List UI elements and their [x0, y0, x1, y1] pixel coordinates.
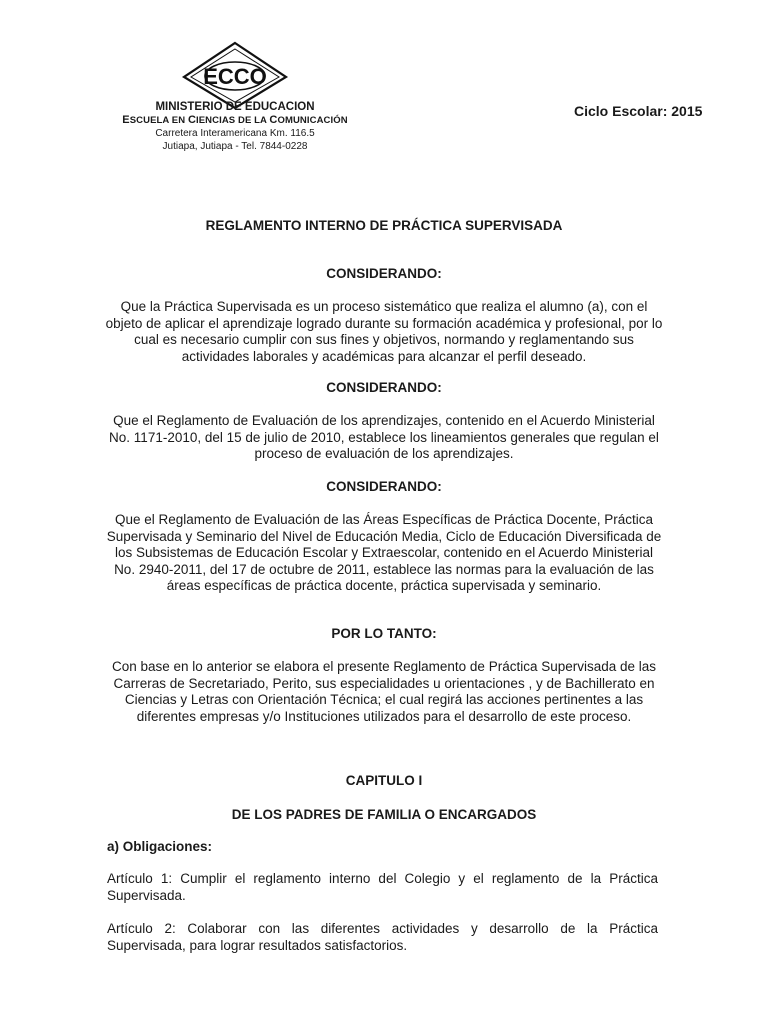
institution-block [100, 101, 370, 153]
section-text: Con base en lo anterior se elabora el presente Reglamento de Práctica Supervisada de las Carreras de Secretariado, Perito, sus especialidades u orientaciones , y de Bachillerato en Ciencias y Letras con Orientación Técnica; el cual regirá las acciones pertinentes a las diferentes empresas y/o Instituciones utilizados para el desarrollo de este proceso. [111, 659, 657, 724]
article-2-line-1: Artículo 2: Colaborar con las diferentes actividades y desarrollo de la Práctica [107, 921, 658, 936]
section-heading: CONSIDERANDO: [326, 266, 442, 281]
section-heading: CONSIDERANDO: [326, 380, 442, 395]
chapter-number: CAPITULO I [345, 773, 423, 788]
article-2-line-2: Supervisada, para lograr resultados satisfactorios. [107, 937, 408, 953]
article-2 [107, 921, 658, 954]
ministry-name: MINISTERIO DE EDUCACION [155, 101, 315, 113]
document-title: REGLAMENTO INTERNO DE PRÁCTICA SUPERVISADA [205, 218, 563, 233]
section-heading: CONSIDERANDO: [326, 479, 442, 494]
section-text: Que el Reglamento de Evaluación de los aprendizajes, contenido en el Acuerdo Ministerial No. 1171-2010, del 15 de julio de 2010, establece los lineamientos generales que regulan el proceso de evaluación de los aprendizajes. [109, 413, 659, 462]
section-heading: POR LO TANTO: [331, 626, 437, 641]
chapter-title: DE LOS PADRES DE FAMILIA O ENCARGADOS [231, 807, 537, 822]
school-name: ESCUELA EN CIENCIAS DE LA COMUNICACIÓN [122, 114, 348, 126]
article-1 [107, 871, 658, 904]
article-1-line-2: Supervisada. [107, 887, 186, 903]
ecco-logo [180, 40, 290, 110]
section-text: Que la Práctica Supervisada es un proceso sistemático que realiza el alumno (a), con el objeto de aplicar el aprendizaje logrado durante su formación académica y profesional, por lo cual es necesario cumplir con sus fines y objetivos, normando y reglamentando sus actividades laborales y académicas para alcanzar el perfil deseado. [105, 299, 663, 364]
address-line-2: Jutiapa, Jutiapa - Tel. 7844-0228 [162, 141, 308, 152]
address-line-1: Carretera Interamericana Km. 116.5 [155, 128, 315, 139]
school-year: Ciclo Escolar: 2015 [574, 103, 703, 119]
logo-text: ECCO [203, 64, 267, 89]
article-1-line-1: Artículo 1: Cumplir el reglamento interno del Colegio y el reglamento de la Práctica [107, 871, 658, 886]
obligations-subheading: a) Obligaciones: [107, 839, 213, 854]
section-text: Que el Reglamento de Evaluación de las Áreas Específicas de Práctica Docente, Práctica Supervisada y Seminario del Nivel de Educación Media, Ciclo de Educación Diversificada de los Subsistemas de Educación Escolar y Extraescolar, contenido en el Acuerdo Ministerial No. 2940-2011, del 17 de octubre de 2011, establece las normas para la evaluación de las áreas específicas de práctica docente, práctica supervisada y seminario. [106, 512, 662, 594]
